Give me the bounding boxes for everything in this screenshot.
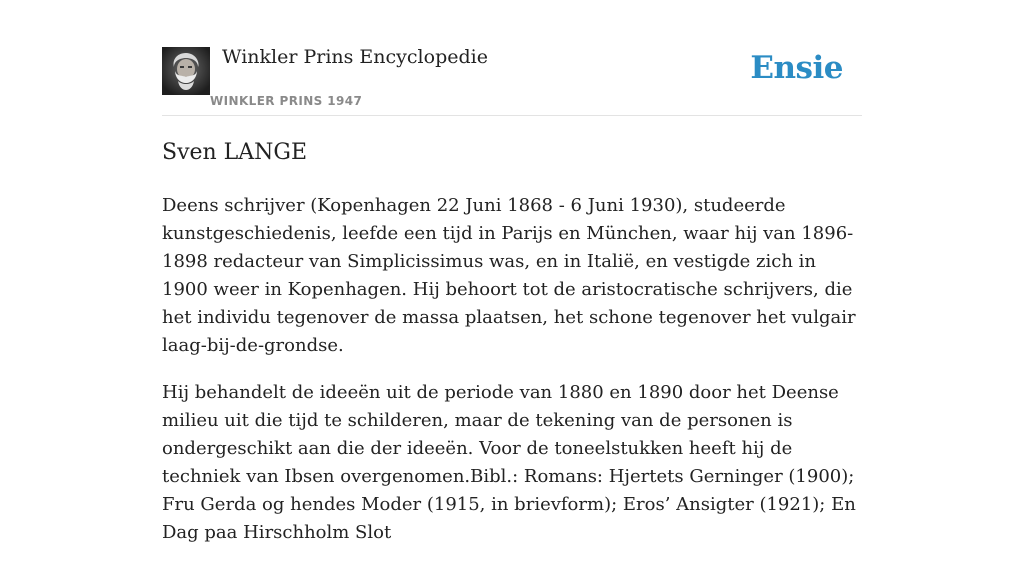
article-paragraph: Hij behandelt de ideeën uit de periode van 1880 en 1890 door het Deense milieu uit die tijd te schilderen, maar de tekening van de personen is ondergeschikt aan die der ideeën. Voor de toneelstukken heeft hij de techniek van Ibsen overgenomen.Bibl.: Romans: Hjertets Gerninger (1900); Fru Gerda og hendes Moder (1915, in brievform); Eros’ Ansigter (1921); En Dag paa Hirschholm Slot	[162, 382, 856, 543]
bearded-man-portrait-icon[interactable]	[162, 47, 210, 95]
site-title[interactable]: Winkler Prins Encyclopedie	[222, 46, 488, 68]
article-paragraph: Deens schrijver (Kopenhagen 22 Juni 1868 - 6 Juni 1930), studeerde kunstgeschiedenis, leefde een tijd in Parijs en München, waar hij van 1896-1898 redacteur van Simplicissimus was, en in Italië, en vestigde zich in 1900 weer in Kopenhagen. Hij behoort tot de aristocratische schrijvers, die het individu tegenover de massa plaatsen, het schone tegenover het vulgair laag-bij-de-grondse.	[162, 195, 856, 356]
ensie-logo[interactable]: Ensie	[750, 50, 843, 86]
site-header	[162, 0, 862, 116]
edition-label: WINKLER PRINS 1947	[210, 94, 363, 108]
article-title: Sven LANGE	[162, 140, 308, 165]
article-body	[162, 192, 862, 566]
content-container	[162, 0, 862, 543]
